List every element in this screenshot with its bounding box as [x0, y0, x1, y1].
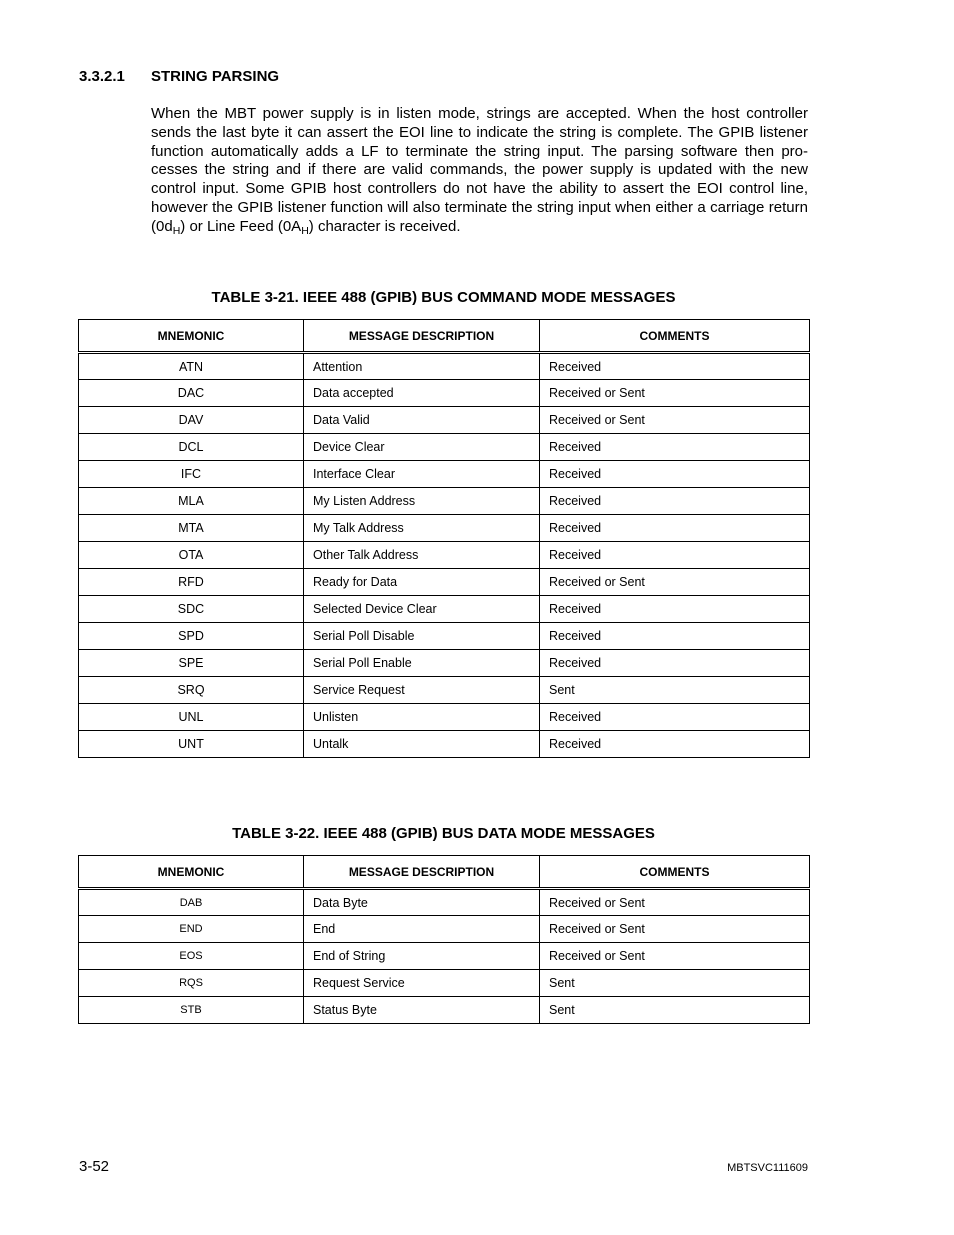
table-row	[79, 943, 810, 970]
table-row	[79, 434, 810, 461]
comments-cell: Received	[540, 704, 810, 731]
header-mnemonic: MNEMONIC	[79, 320, 304, 353]
table-row	[79, 889, 810, 916]
table-row	[79, 380, 810, 407]
message-description-cell: End of String	[304, 943, 540, 970]
document-id: MBTSVC111609	[727, 1162, 808, 1174]
mnemonic-cell: DAB	[79, 889, 304, 916]
table-row	[79, 488, 810, 515]
comments-cell: Received	[540, 488, 810, 515]
mnemonic-cell: STB	[79, 997, 304, 1024]
table-row	[79, 970, 810, 997]
mnemonic-cell: IFC	[79, 461, 304, 488]
message-description-cell: Attention	[304, 353, 540, 380]
comments-cell: Received or Sent	[540, 407, 810, 434]
paragraph-text: ) character is received.	[308, 217, 461, 235]
table-row	[79, 515, 810, 542]
message-description-cell: My Listen Address	[304, 488, 540, 515]
body-paragraph	[151, 105, 808, 237]
comments-cell: Received or Sent	[540, 889, 810, 916]
mnemonic-cell: DAV	[79, 407, 304, 434]
message-description-cell: Ready for Data	[304, 569, 540, 596]
mnemonic-cell: ATN	[79, 353, 304, 380]
table-row	[79, 353, 810, 380]
table-row	[79, 542, 810, 569]
table-row	[79, 650, 810, 677]
header-comments: COMMENTS	[540, 856, 810, 889]
message-description-cell: Other Talk Address	[304, 542, 540, 569]
mnemonic-cell: DAC	[79, 380, 304, 407]
comments-cell: Received	[540, 542, 810, 569]
mnemonic-cell: END	[79, 916, 304, 943]
comments-cell: Received	[540, 731, 810, 758]
message-description-cell: Service Request	[304, 677, 540, 704]
comments-cell: Received	[540, 434, 810, 461]
message-description-cell: Selected Device Clear	[304, 596, 540, 623]
command-mode-table	[78, 319, 810, 758]
section-title: STRING PARSING	[151, 68, 280, 85]
table-row	[79, 596, 810, 623]
mnemonic-cell: OTA	[79, 542, 304, 569]
message-description-cell: Serial Poll Disable	[304, 623, 540, 650]
mnemonic-cell: MLA	[79, 488, 304, 515]
paragraph-text: When the MBT power supply is in listen mode, strings are accepted. When the host controller sends the last byte it can assert the EOI line to indicate the string is complete. The GPIB listener function automatically adds a LF to terminate the string input. The parsing software then pro-cesses the string and if there are valid commands, the power supply is updated with the new control input. Some GPIB host controllers do not have the ability to assert the EOI control line, however the GPIB listener function will also terminate the string input when either a carriage return (0d	[151, 105, 808, 235]
table-row	[79, 704, 810, 731]
comments-cell: Sent	[540, 970, 810, 997]
comments-cell: Received	[540, 353, 810, 380]
message-description-cell: Status Byte	[304, 997, 540, 1024]
message-description-cell: Request Service	[304, 970, 540, 997]
comments-cell: Received	[540, 461, 810, 488]
table-row	[79, 677, 810, 704]
mnemonic-cell: EOS	[79, 943, 304, 970]
comments-cell: Sent	[540, 997, 810, 1024]
comments-cell: Received or Sent	[540, 569, 810, 596]
table-row	[79, 997, 810, 1024]
message-description-cell: Interface Clear	[304, 461, 540, 488]
message-description-cell: Unlisten	[304, 704, 540, 731]
mnemonic-cell: SPD	[79, 623, 304, 650]
data-mode-table	[78, 855, 810, 1024]
mnemonic-cell: DCL	[79, 434, 304, 461]
message-description-cell: Device Clear	[304, 434, 540, 461]
subscript-h: H	[301, 224, 309, 237]
table-row	[79, 569, 810, 596]
table-row	[79, 916, 810, 943]
table-caption-3-22: TABLE 3-22. IEEE 488 (GPIB) BUS DATA MODE MESSAGES	[232, 825, 655, 842]
message-description-cell: Data Valid	[304, 407, 540, 434]
header-comments: COMMENTS	[540, 320, 810, 353]
mnemonic-cell: UNT	[79, 731, 304, 758]
section-number: 3.3.2.1	[79, 68, 125, 85]
message-description-cell: My Talk Address	[304, 515, 540, 542]
mnemonic-cell: SRQ	[79, 677, 304, 704]
message-description-cell: End	[304, 916, 540, 943]
table-caption-3-21: TABLE 3-21. IEEE 488 (GPIB) BUS COMMAND MODE MESSAGES	[211, 289, 676, 306]
table-header-row	[79, 320, 810, 353]
message-description-cell: Data accepted	[304, 380, 540, 407]
mnemonic-cell: RQS	[79, 970, 304, 997]
message-description-cell: Untalk	[304, 731, 540, 758]
message-description-cell: Serial Poll Enable	[304, 650, 540, 677]
comments-cell: Received	[540, 650, 810, 677]
paragraph-text: ) or Line Feed (0A	[180, 217, 302, 235]
table-row	[79, 623, 810, 650]
comments-cell: Received	[540, 515, 810, 542]
mnemonic-cell: MTA	[79, 515, 304, 542]
section-heading	[79, 68, 279, 85]
mnemonic-cell: SPE	[79, 650, 304, 677]
table-row	[79, 461, 810, 488]
comments-cell: Received or Sent	[540, 943, 810, 970]
comments-cell: Received or Sent	[540, 916, 810, 943]
mnemonic-cell: RFD	[79, 569, 304, 596]
header-message-description: MESSAGE DESCRIPTION	[304, 856, 540, 889]
page-number: 3-52	[79, 1158, 110, 1175]
comments-cell: Received	[540, 623, 810, 650]
header-mnemonic: MNEMONIC	[79, 856, 304, 889]
comments-cell: Received or Sent	[540, 380, 810, 407]
table-row	[79, 731, 810, 758]
subscript-h: H	[172, 224, 181, 237]
message-description-cell: Data Byte	[304, 889, 540, 916]
table-header-row	[79, 856, 810, 889]
comments-cell: Sent	[540, 677, 810, 704]
mnemonic-cell: UNL	[79, 704, 304, 731]
comments-cell: Received	[540, 596, 810, 623]
mnemonic-cell: SDC	[79, 596, 304, 623]
table-row	[79, 407, 810, 434]
header-message-description: MESSAGE DESCRIPTION	[304, 320, 540, 353]
